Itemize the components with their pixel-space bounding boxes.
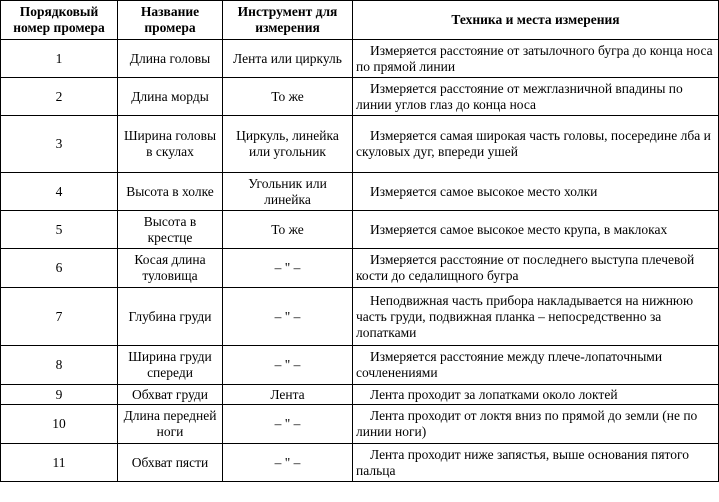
row-description: Лента проходит за лопатками около локтей xyxy=(353,385,719,405)
row-description: Измеряется самое высокое место холки xyxy=(353,173,719,211)
row-number: 3 xyxy=(1,116,118,173)
row-description: Измеряется расстояние от затылочного бугра до конца носа по прямой линии xyxy=(353,40,719,78)
table-row xyxy=(1,288,719,346)
row-description: Измеряется самое высокое место крупа, в маклоках xyxy=(353,211,719,249)
table-row xyxy=(1,385,719,405)
row-instrument: – " – xyxy=(223,346,353,385)
row-instrument: – " – xyxy=(223,288,353,346)
row-instrument: – " – xyxy=(223,444,353,482)
row-instrument: То же xyxy=(223,211,353,249)
row-number: 1 xyxy=(1,40,118,78)
header-number: Порядковый номер промера xyxy=(1,1,118,40)
row-number: 9 xyxy=(1,385,118,405)
row-name: Ширина головы в скулах xyxy=(118,116,223,173)
row-name: Высота в крестце xyxy=(118,211,223,249)
row-number: 8 xyxy=(1,346,118,385)
row-name: Косая длина туловища xyxy=(118,249,223,288)
row-description: Неподвижная часть прибора накладывается на нижнюю часть груди, подвижная планка – непосредственно за лопатками xyxy=(353,288,719,346)
row-description: Измеряется расстояние между плече-лопаточными сочленениями xyxy=(353,346,719,385)
row-instrument: Лента или циркуль xyxy=(223,40,353,78)
row-instrument: Угольник или линейка xyxy=(223,173,353,211)
row-description: Измеряется расстояние от последнего выступа плечевой кости до седалищного бугра xyxy=(353,249,719,288)
table-row xyxy=(1,444,719,482)
table-row xyxy=(1,78,719,116)
row-instrument: Циркуль, линейка или угольник xyxy=(223,116,353,173)
row-number: 7 xyxy=(1,288,118,346)
row-number: 10 xyxy=(1,405,118,444)
row-instrument: – " – xyxy=(223,405,353,444)
row-name: Глубина груди xyxy=(118,288,223,346)
row-description: Лента проходит ниже запястья, выше основания пятого пальца xyxy=(353,444,719,482)
table-row xyxy=(1,40,719,78)
row-number: 5 xyxy=(1,211,118,249)
table-row xyxy=(1,211,719,249)
row-name: Обхват груди xyxy=(118,385,223,405)
row-name: Длина передней ноги xyxy=(118,405,223,444)
table-row xyxy=(1,249,719,288)
table-row xyxy=(1,173,719,211)
table-row xyxy=(1,346,719,385)
table-row xyxy=(1,116,719,173)
row-name: Длина головы xyxy=(118,40,223,78)
row-number: 11 xyxy=(1,444,118,482)
row-description: Измеряется самая широкая часть головы, посередине лба и скуловых дуг, впереди ушей xyxy=(353,116,719,173)
row-instrument: То же xyxy=(223,78,353,116)
row-name: Высота в холке xyxy=(118,173,223,211)
row-name: Обхват пясти xyxy=(118,444,223,482)
header-row xyxy=(1,1,719,40)
row-number: 2 xyxy=(1,78,118,116)
row-name: Ширина груди спереди xyxy=(118,346,223,385)
header-instrument: Инструмент для измерения xyxy=(223,1,353,40)
row-description: Измеряется расстояние от межглазничной впадины по линии углов глаз до конца носа xyxy=(353,78,719,116)
row-name: Длина морды xyxy=(118,78,223,116)
table-row xyxy=(1,405,719,444)
row-description: Лента проходит от локтя вниз по прямой до земли (не по линии ноги) xyxy=(353,405,719,444)
row-number: 4 xyxy=(1,173,118,211)
row-instrument: Лента xyxy=(223,385,353,405)
row-instrument: – " – xyxy=(223,249,353,288)
header-name: Название промера xyxy=(118,1,223,40)
header-technique: Техника и места измерения xyxy=(353,1,719,40)
row-number: 6 xyxy=(1,249,118,288)
